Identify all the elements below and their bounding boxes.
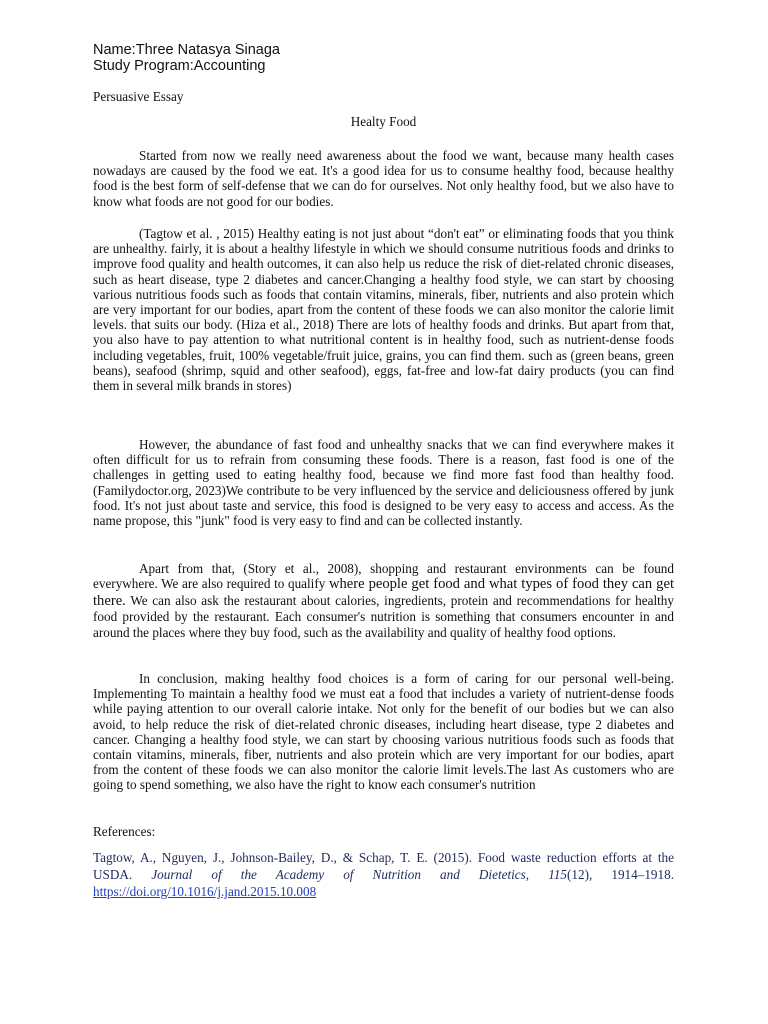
references-heading: References: xyxy=(93,824,156,839)
reference-pages: (12), 1914–1918. xyxy=(567,867,675,882)
paragraph-2-part-1: (Tagtow et al. , 2015) Healthy eating is not just about “don't eat” or eliminating foods that you think are unhealthy. fairly, it is about a healthy lifestyle in which we should consume nutritious foods and drinks to improve food quality and health outcomes, it can also help us reduce the risk of diet-related chronic diseases, such as heart disease, type 2 diabetes and cancer. xyxy=(93,226,674,287)
paragraph-4-part-2: where people get food and what types of food they can get there. xyxy=(93,576,674,609)
author-name: Name:Three Natasya Sinaga xyxy=(93,42,280,58)
paragraph-1: Started from now we really need awareness about the food we want, because many health cases nowadays are caused by the food we eat. It's a good idea for us to consume healthy food, because healthy food is the best form of self-defense that we can do for ourselves. Not only healthy food, but we also have to know what foods are not good for our bodies. xyxy=(93,148,674,209)
reference-entry xyxy=(93,849,674,900)
reference-separator: , xyxy=(525,867,549,882)
paragraph-4-part-1: Apart from that, (Story et al., 2008), shopping and restaurant environments can be found everywhere. We are also required to qualify xyxy=(93,561,674,592)
paragraph-2-part-2: Changing a healthy food style, we can start by choosing various nutritious foods such as foods that contain vitamins, minerals, fiber, nutrients and also protein which are very important for our bodies, apart from the content of these foods we can also monitor the calorie limit levels. that suits our body. (Hiza et al., 2018) There are lots of healthy foods and drinks. But apart from that, you also have to pay attention to what nutritional content is in healthy food, such as nutrient-dense foods including vegetables, fruit, 100% vegetable/fruit juice, grains, you can find them. such as (green beans, green beans), seafood (shrimp, squid and other seafood), eggs, fat-free and low-fat dairy products (you can find them in several milk brands in stores) xyxy=(93,271,675,394)
paragraph-4-part-3: We can also ask the restaurant about calories, ingredients, protein and recommendations for healthy food provided by the restaurant. Each consumer's nutrition is something that consumers encounter in and around the places where they buy food, such as the availability and quality of healthy food options. xyxy=(93,592,674,640)
essay-type-label: Persuasive Essay xyxy=(93,89,184,104)
reference-journal: Journal of the Academy of Nutrition and Dietetics xyxy=(151,867,526,882)
author-header xyxy=(93,42,280,74)
paragraph-5: In conclusion, making healthy food choices is a form of caring for our personal well-being. Implementing To maintain a healthy food we must eat a food that includes a variety of nutrient-dense foods while paying attention to our overall calorie intake. Not only for the benefit of our bodies but we can also avoid, to help reduce the risk of diet-related chronic diseases, including heart disease, type 2 diabetes and cancer. Changing a healthy food style, we can start by choosing various nutritious foods such as foods that contain vitamins, minerals, fiber, nutrients and also protein which are very important for our bodies, apart from the content of these foods we can also monitor the calorie limit levels.The last As customers who are going to spend something, we also have the right to know each consumer's nutrition xyxy=(93,671,674,793)
reference-text: Tagtow, A., Nguyen, J., Johnson-Bailey, D., & Schap, T. E. (2015). Food waste reduction efforts at the USDA. xyxy=(93,850,674,882)
reference-doi-link[interactable]: https://doi.org/10.1016/j.jand.2015.10.008 xyxy=(93,884,317,899)
paragraph-2 xyxy=(93,226,674,393)
essay-title: Healty Food xyxy=(350,114,417,129)
paragraph-3: However, the abundance of fast food and unhealthy snacks that we can find everywhere makes it often difficult for us to refrain from consuming these foods. There is a reason, fast food is one of the challenges in getting used to eating healthy food, because we find more fast food than healthy food. (Familydoctor.org, 2023)We contribute to be very influenced by the service and deliciousness offered by junk food. It's not just about taste and service, this food is designed to be very easy to access and access. As the name propose, this "junk" food is very easy to find and can be collected instantly. xyxy=(93,437,674,529)
paragraph-4 xyxy=(93,561,674,640)
study-program: Study Program:Accounting xyxy=(93,58,266,74)
reference-volume: 115 xyxy=(548,867,567,882)
